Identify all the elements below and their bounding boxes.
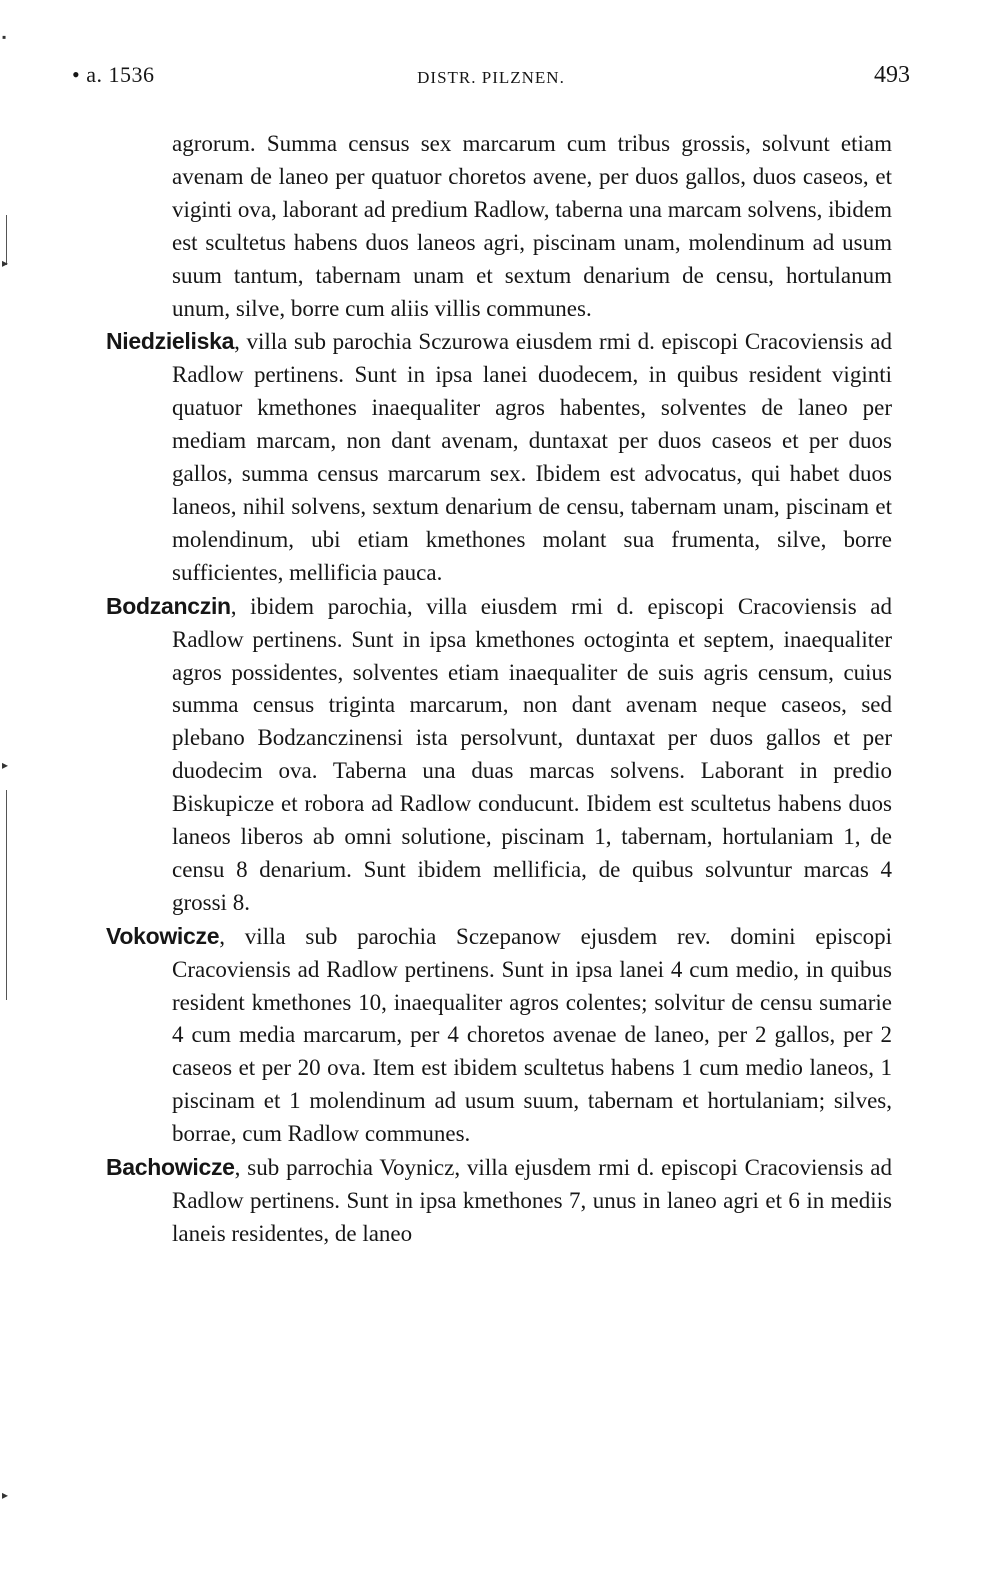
entry-paragraph	[106, 590, 892, 920]
entry-paragraph	[106, 325, 892, 589]
entry-text: agrorum. Summa census sex marcarum cum tribus grossis, solvunt etiam avenam de laneo per quatuor choretos avene, per duos gallos, duos caseos, et viginti ova, laborant ad predium Radlow, taberna una marcam solvens, ibidem est scultetus habens duos laneos agri, piscinam unam, molendinum ad usum suum tantum, tabernam unam et sextum denarium de censu, hortulanum unum, silve, borre cum aliis villis communes.	[172, 131, 892, 321]
scan-margin-marks	[0, 0, 20, 1576]
entry-heading: Vokowicze	[106, 922, 220, 949]
header-district: DISTR. PILZNEN.	[417, 68, 565, 87]
entry-heading: Niedzieliska	[106, 328, 235, 355]
scan-speck: ▸	[2, 758, 9, 772]
entry-heading: Bachowicze	[106, 1154, 235, 1181]
header-year: • a. 1536	[72, 62, 155, 87]
entry-heading: Bodzanczin	[106, 592, 231, 619]
scan-speck: ▪	[2, 30, 7, 44]
scan-speck: ▸	[2, 1488, 9, 1502]
entry-text: , villa sub parochia Sczurowa eiusdem rmi d. episcopi Cracoviensis ad Radlow pertinens. Sunt in ipsa lanei duodecem, in quibus resident viginti quatuor kmethones inaequaliter agros habentes, solventes de laneo per mediam marcam, non dant avenam, duntaxat per duos caseos et per duos gallos, summa census marcarum sex. Ibidem est advocatus, qui habet duos laneos, nihil solvens, sextum denarium de censu, tabernam unam, piscinam et molendinum, ubi etiam kmethones molant sua frumenta, silve, borre sufficientes, mellificia pauca.	[172, 329, 892, 585]
entry-paragraph	[106, 1151, 892, 1251]
body-text	[106, 128, 892, 1251]
entry-text: , ibidem parochia, villa eiusdem rmi d. episcopi Cracoviensis ad Radlow pertinens. Sunt in ipsa kmethones octoginta et septem, inaequaliter agros possidentes, solventes etiam inaequaliter de suis agris censum, cuius summa census triginta marcarum, non dant avenam neque caseos, sed plebano Bodzanczinensi ista persolvunt, duntaxat per duos gallos et per duodecim ova. Taberna una duas marcas solvens. Laborant in predio Biskupicze et robora ad Radlow conducunt. Ibidem est scultetus habens duos laneos liberos ab omni solutione, piscinam 1, tabernam, hortulaniam 1, de censu 8 denarium. Sunt ibidem mellificia, de quibus solvuntur marcas 4 grossi 8.	[172, 593, 892, 915]
scan-edge-line	[6, 790, 7, 1000]
entry-paragraph	[106, 920, 892, 1151]
entry-text: , villa sub parochia Sczepanow ejusdem rev. domini episcopi Cracoviensis ad Radlow pertinens. Sunt in ipsa lanei 4 cum medio, in quibus resident kmethones 10, inaequaliter agros colentes; solvitur de censu sumarie 4 cum media marcarum, per 4 choretos avenae de laneo, per 2 gallos, per 2 caseos et per 20 ova. Item est ibidem scultetus habens 1 cum medio laneos, 1 piscinam et 1 molendinum ad usum suum, tabernam et hortulaniam; silves, borrae, cum Radlow communes.	[172, 923, 892, 1147]
page-number: 493	[874, 62, 910, 88]
running-header	[72, 62, 910, 102]
scan-speck: ▸	[2, 256, 9, 270]
entry-text: , sub parrochia Voynicz, villa ejusdem rmi d. episcopi Cracoviensis ad Radlow pertinens. Sunt in ipsa kmethones 7, unus in laneo agri et 6 in mediis laneis residentes, de laneo	[172, 1155, 892, 1246]
entry-paragraph	[106, 128, 892, 325]
